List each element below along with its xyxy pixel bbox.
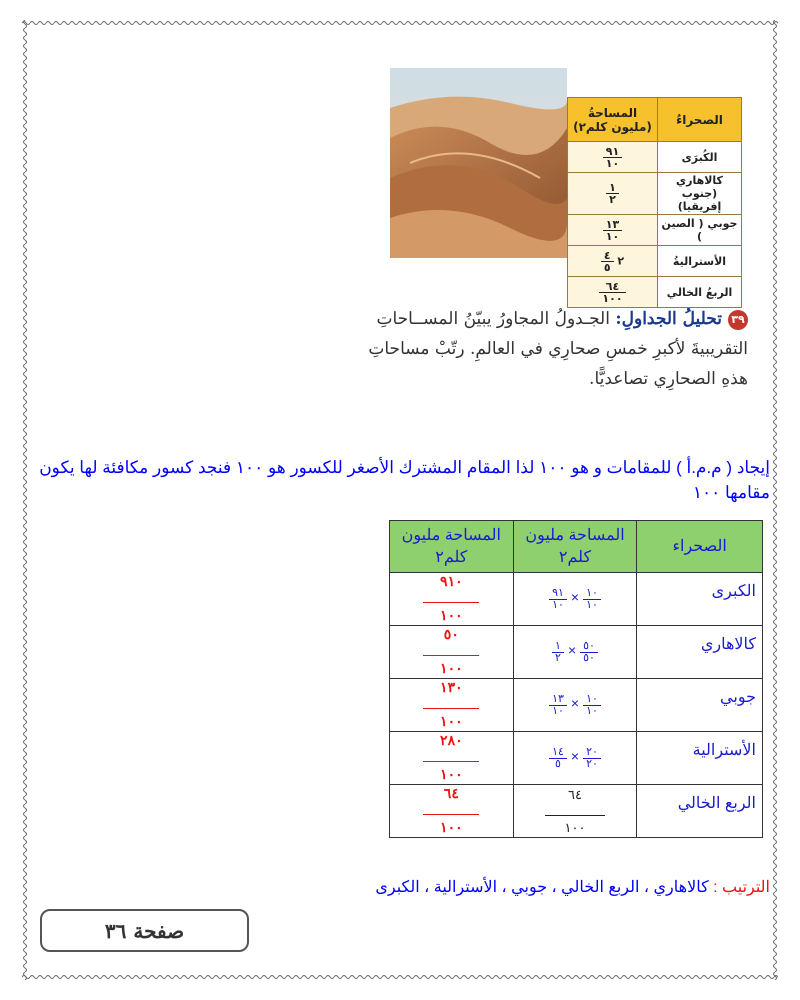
desert-name: الأستراليةُ	[658, 246, 742, 277]
ordering-label: الترتيب :	[713, 879, 770, 896]
problem-heading: تحليلُ الجداولِ:	[615, 309, 722, 329]
equivalent-fraction-product: $\frac{٢٠}{٢٠}$ × $\frac{١٤}{٥}$	[513, 732, 637, 785]
answer-desert-name: الكبرى	[637, 573, 763, 626]
problem-number: ٣٩	[728, 310, 748, 330]
table-row	[390, 679, 763, 732]
desert-name: الكُبرَى	[658, 142, 742, 173]
problem-statement	[348, 304, 748, 394]
equivalent-fraction-product: $\frac{١٠}{١٠}$ × $\frac{١٣}{١٠}$	[513, 679, 637, 732]
equivalent-fraction-result: $\frac{١٣٠}{١٠٠}$	[390, 679, 514, 732]
answer-table	[389, 520, 763, 838]
answer-header-area-1: المساحة مليون كلم٢	[513, 521, 637, 573]
solution-text: إيجاد ( م.م.أ ) للمقامات و هو ١٠٠ لذا المقام المشترك الأصغر للكسور هو ١٠٠ فنجد كسور مكافئة لها يكون مقامها ١٠٠	[39, 458, 770, 502]
textbook-desert-table	[567, 97, 742, 308]
desert-area: $\frac{٩١}{١٠}$	[568, 142, 658, 173]
ordering-answer	[375, 877, 770, 897]
desert-area: $\frac{٦٤}{١٠٠}$	[568, 277, 658, 308]
desert-area: $\frac{١}{٢}$	[568, 173, 658, 215]
answer-desert-name: الأسترالية	[637, 732, 763, 785]
equivalent-fraction-result: $\frac{٥٠}{١٠٠}$	[390, 626, 514, 679]
desert-photo	[390, 68, 567, 258]
equivalent-fraction-product: $\frac{٥٠}{٥٠}$ × $\frac{١}{٢}$	[513, 626, 637, 679]
table-row	[390, 573, 763, 626]
table-row	[390, 626, 763, 679]
page-number-badge	[40, 909, 249, 952]
desert-name: جوبي ( الصين )	[658, 215, 742, 246]
answer-desert-name: كالاهاري	[637, 626, 763, 679]
equivalent-fraction-product: $\frac{٦٤}{١٠٠}$	[513, 785, 637, 838]
equivalent-fraction-result: $\frac{٢٨٠}{١٠٠}$	[390, 732, 514, 785]
desert-name: الربعُ الخالي	[658, 277, 742, 308]
answer-desert-name: جوبي	[637, 679, 763, 732]
equivalent-fraction-result: $\frac{٩١٠}{١٠٠}$	[390, 573, 514, 626]
page-number-label: صفحة ٣٦	[104, 918, 185, 943]
equivalent-fraction-result: $\frac{٦٤}{١٠٠}$	[390, 785, 514, 838]
header-area: المساحةُ (مليون كلم٢)	[568, 98, 658, 142]
answer-header-area-2: المساحة مليون كلم٢	[390, 521, 514, 573]
answer-desert-name: الربع الخالي	[637, 785, 763, 838]
header-desert: الصحراءُ	[658, 98, 742, 142]
problem-text: الجـدولُ المجاورُ يبيّنُ المســاحاتِ التقريبيةَ لأكبرِ خمسِ صحارِي في العالمِ. رتّبْ مساحاتِ هذهِ الصحارِي تصاعديًّا.	[368, 309, 748, 389]
desert-area: ٢ $\frac{٤}{٥}$	[568, 246, 658, 277]
equivalent-fraction-product: $\frac{١٠}{١٠}$ × $\frac{٩١}{١٠}$	[513, 573, 637, 626]
answer-header-desert: الصحراء	[637, 521, 763, 573]
desert-area: $\frac{١٣}{١٠}$	[568, 215, 658, 246]
table-row	[390, 785, 763, 838]
desert-name: كالاهاري (جنوب إفريقيا)	[658, 173, 742, 215]
table-row	[390, 732, 763, 785]
ordering-value: كالاهاري ، الربع الخالي ، جوبي ، الأسترالية ، الكبرى	[375, 879, 709, 896]
